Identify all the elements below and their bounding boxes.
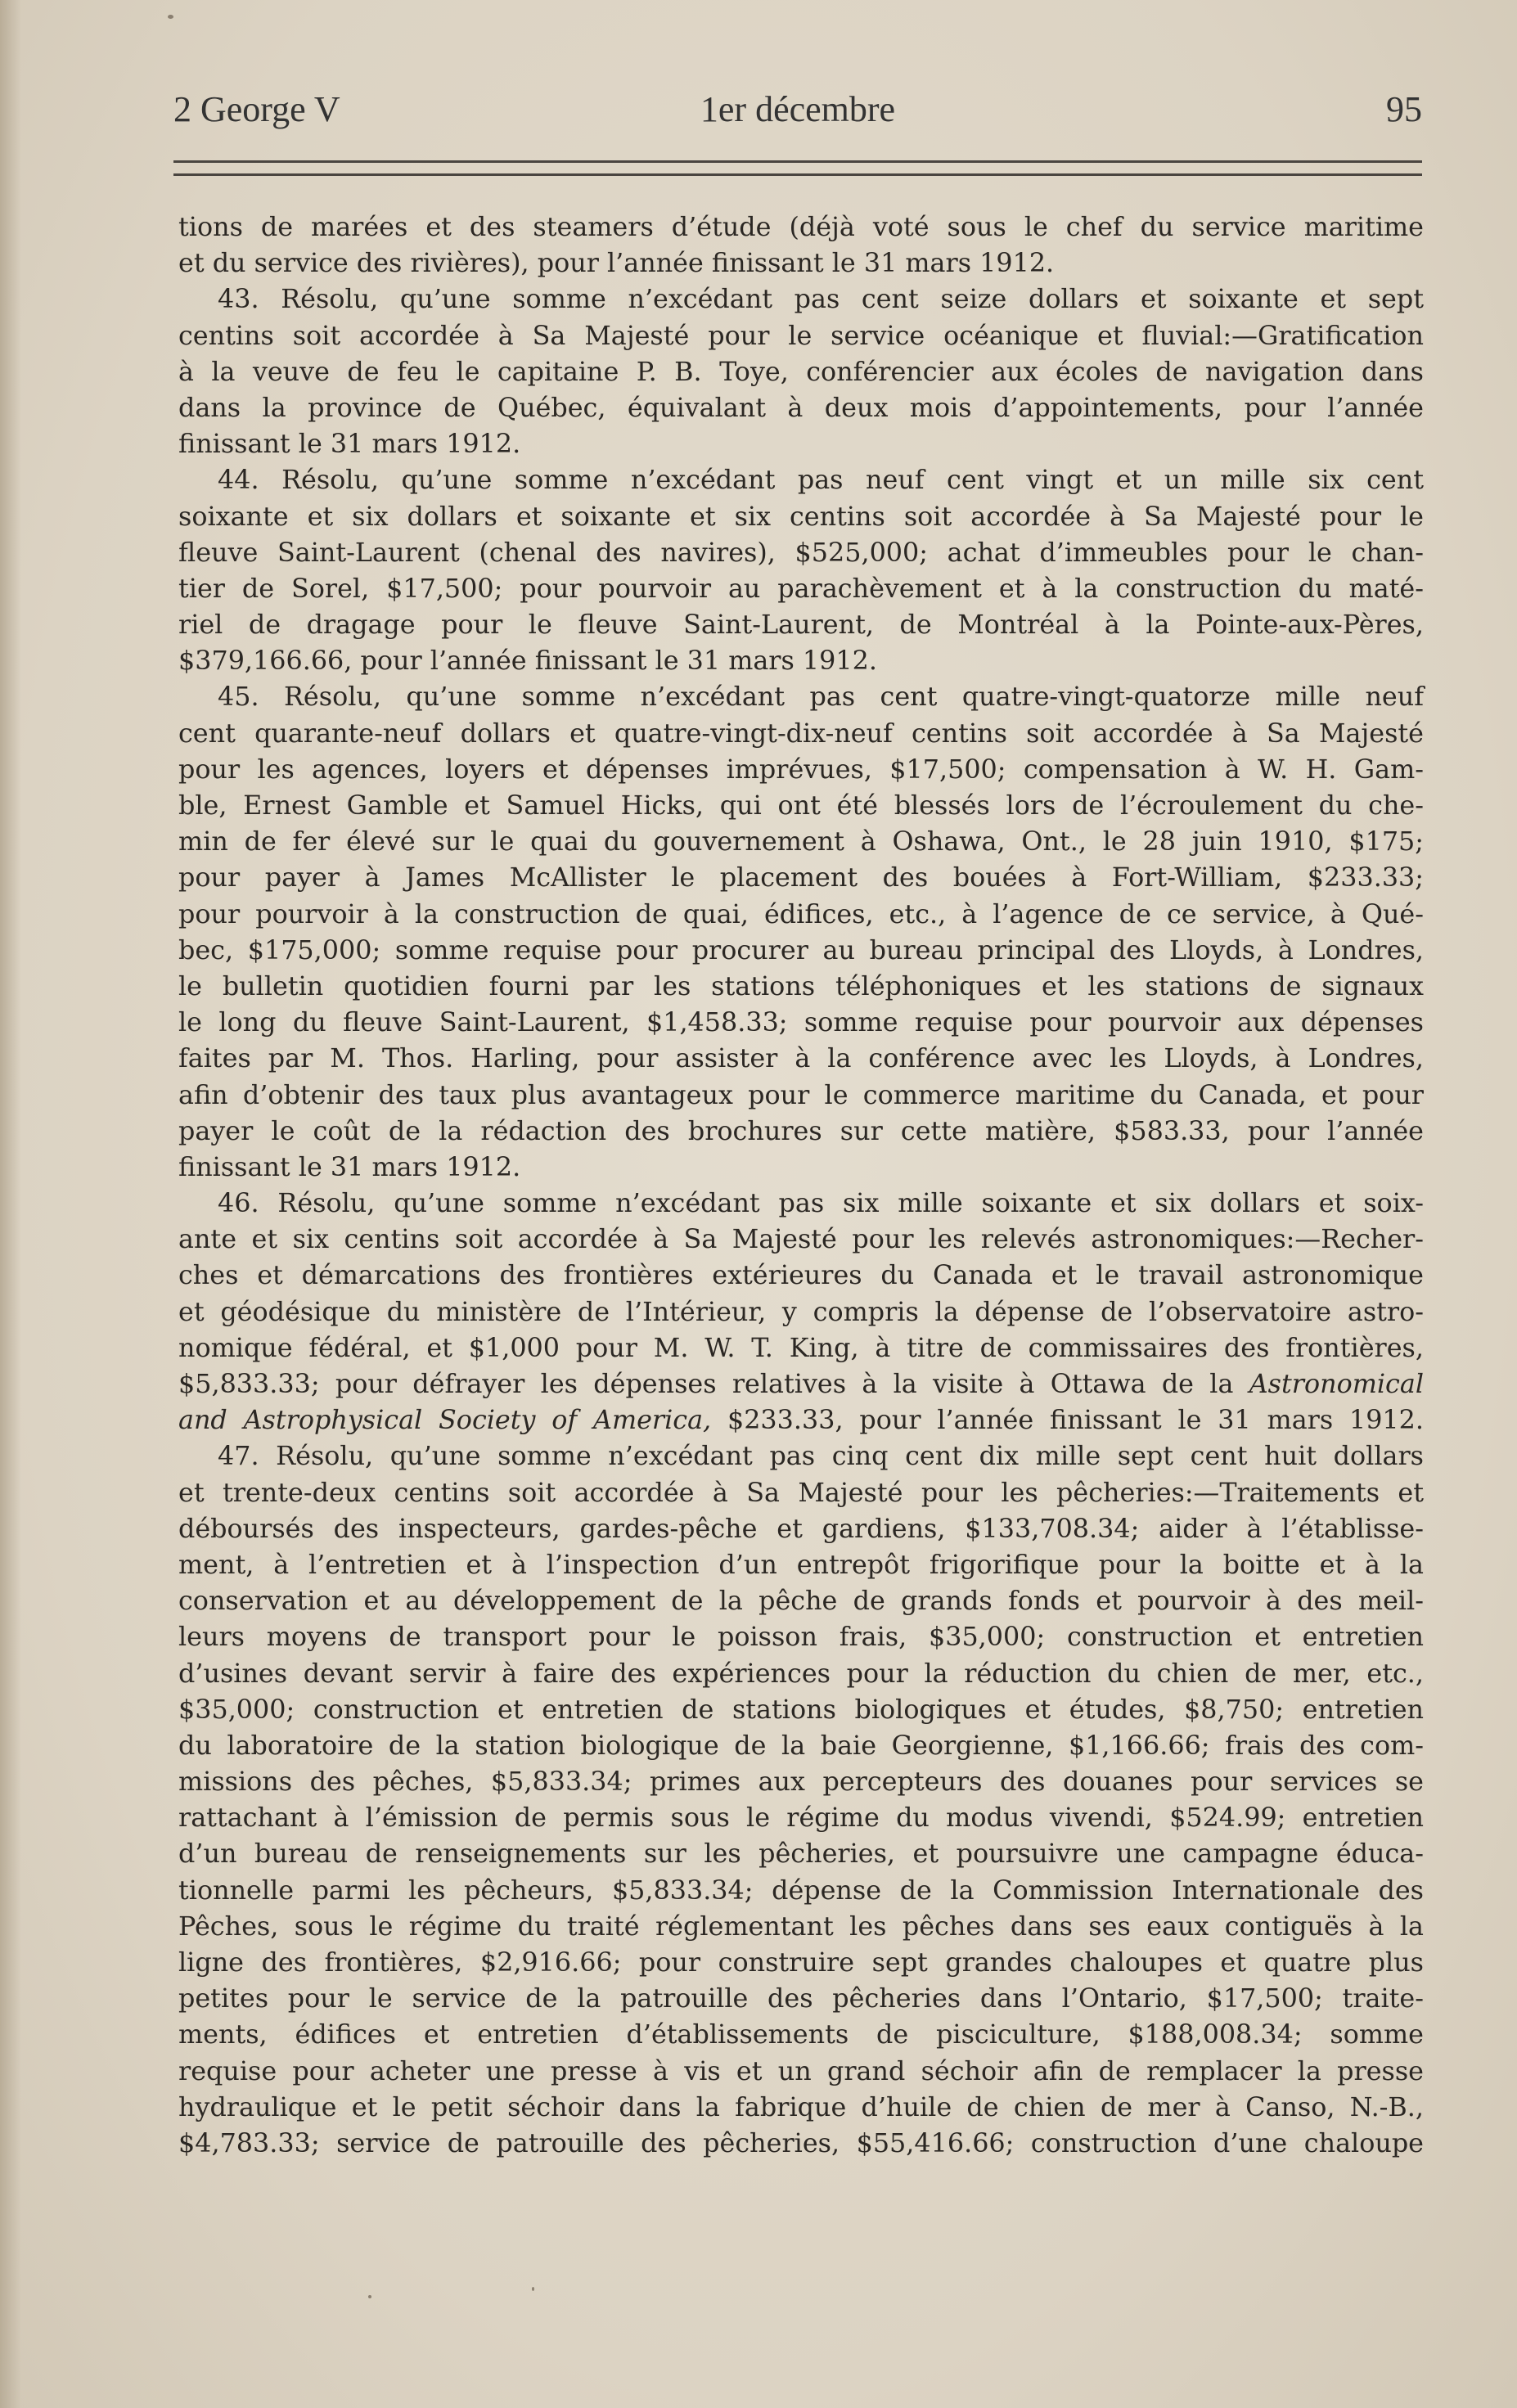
text-line (178, 1583, 1424, 1619)
text-line (178, 1330, 1424, 1366)
text-line (178, 1114, 1424, 1150)
text-run: min de fer élevé sur le quai du gouvernement à Oshawa, Ont., le 28 juin 1910, $175; (178, 826, 1424, 857)
text-line (178, 1150, 1424, 1186)
text-run: petites pour le service de la patrouille des pêcheries dans l’Ontario, $17,500; traite- (178, 1983, 1424, 2014)
text-run: 45. Résolu, qu’une somme n’excédant pas cent quatre-vingt-quatorze mille neuf (218, 682, 1424, 713)
text-line (178, 318, 1424, 354)
text-line (178, 1800, 1424, 1836)
text-run: pour pourvoir à la construction de quai, édifices, etc., à l’agence de ce service, à Qué- (178, 898, 1424, 929)
text-line (178, 643, 1424, 679)
text-line (178, 1366, 1424, 1402)
text-line (178, 1041, 1424, 1077)
text-run: et géodésique du ministère de l’Intérieur, y compris la dépense de l’observatoire astro- (178, 1296, 1424, 1327)
text-line (178, 1005, 1424, 1041)
text-run: ments, édifices et entretien d’établissements de pisciculture, $188,008.34; somme (178, 2019, 1424, 2050)
text-run: $5,833.33; pour défrayer les dépenses relatives à la visite à Ottawa de la (178, 1369, 1249, 1399)
text-line (178, 1692, 1424, 1728)
italic-title: and Astrophysical Society of America, (178, 1405, 712, 1436)
paper-speck (368, 2295, 371, 2298)
text-line (178, 1186, 1424, 1222)
text-line (178, 860, 1424, 896)
text-line (178, 1078, 1424, 1114)
body-text (178, 209, 1424, 2162)
italic-title: Astronomical (1249, 1369, 1424, 1399)
text-run: tions de marées et des steamers d’étude (déjà voté sous le chef du service maritime (178, 212, 1424, 242)
text-run: le long du fleuve Saint-Laurent, $1,458.33; somme requise pour pourvoir aux dépenses (178, 1007, 1424, 1038)
text-line (178, 2090, 1424, 2126)
text-run: centins soit accordée à Sa Majesté pour le service océanique et fluvial:—Gratification (178, 320, 1424, 351)
text-run: ble, Ernest Gamble et Samuel Hicks, qui ont été blessés lors de l’écroulement du che- (178, 790, 1424, 821)
text-run: pour payer à James McAllister le placement des bouées à Fort-William, $233.33; (178, 862, 1424, 893)
text-run: tier de Sorel, $17,500; pour pourvoir au parachèvement et à la construction du maté- (178, 573, 1424, 604)
text-line (178, 1619, 1424, 1655)
text-line (178, 354, 1424, 390)
text-run: 47. Résolu, qu’une somme n’excédant pas cinq cent dix mille sept cent huit dollars (218, 1441, 1424, 1472)
text-run: hydraulique et le petit séchoir dans la fabrique d’huile de chien de mer à Canso, N.-B., (178, 2091, 1424, 2122)
text-line (178, 1547, 1424, 1583)
text-run: ches et démarcations des frontières extérieures du Canada et le travail astronomique (178, 1260, 1424, 1291)
text-line (178, 209, 1424, 245)
text-line (178, 535, 1424, 571)
text-run: soixante et six dollars et soixante et six centins soit accordée à Sa Majesté pour le (178, 501, 1424, 532)
text-line (178, 969, 1424, 1005)
text-line (178, 752, 1424, 788)
text-run: 46. Résolu, qu’une somme n’excédant pas six mille soixante et six dollars et soix- (218, 1188, 1424, 1219)
text-run: cent quarante-neuf dollars et quatre-vingt-dix-neuf centins soit accordée à Sa Majesté (178, 718, 1424, 749)
text-line (178, 1438, 1424, 1474)
text-line (178, 426, 1424, 462)
text-run: ligne des frontières, $2,916.66; pour construire sept grandes chaloupes et quatre plus (178, 1947, 1424, 1978)
text-run: fleuve Saint-Laurent (chenal des navires), $525,000; achat d’immeubles pour le chan- (178, 537, 1424, 568)
text-run: $233.33, pour l’année finissant le 31 mars 1912. (711, 1405, 1424, 1436)
text-line (178, 281, 1424, 317)
text-run: requise pour acheter une presse à vis et un grand séchoir afin de remplacer la presse (178, 2055, 1424, 2086)
running-header (173, 88, 1422, 137)
text-line (178, 1475, 1424, 1511)
text-run: riel de dragage pour le fleuve Saint-Laurent, de Montréal à la Pointe-aux-Pères, (178, 610, 1424, 641)
text-line (178, 1836, 1424, 1872)
text-line (178, 1511, 1424, 1547)
text-line (178, 462, 1424, 498)
text-run: déboursés des inspecteurs, gardes-pêche et gardiens, $133,708.34; aider à l’établisse- (178, 1513, 1424, 1544)
text-line (178, 788, 1424, 824)
text-run: leurs moyens de transport pour le poisson frais, $35,000; construction et entretien (178, 1622, 1424, 1653)
text-line (178, 716, 1424, 752)
text-run: à la veuve de feu le capitaine P. B. Toye, conférencier aux écoles de navigation dans (178, 356, 1424, 387)
text-line (178, 1764, 1424, 1800)
text-run: et trente-deux centins soit accordée à Sa Majesté pour les pêcheries:—Traitements et (178, 1477, 1424, 1508)
text-line (178, 1222, 1424, 1258)
text-line (178, 1294, 1424, 1330)
text-run: d’un bureau de renseignements sur les pêcheries, et poursuivre une campagne éduca- (178, 1839, 1424, 1870)
text-run: $35,000; construction et entretien de stations biologiques et études, $8,750; entretien (178, 1694, 1424, 1725)
text-line (178, 1258, 1424, 1294)
text-run: conservation et au développement de la pêche de grands fonds et pourvoir à des meil- (178, 1586, 1424, 1617)
text-run: pour les agences, loyers et dépenses imprévues, $17,500; compensation à W. H. Gam- (178, 754, 1424, 785)
page-edge-shadow (0, 0, 21, 2408)
text-line (178, 1981, 1424, 2017)
text-line (178, 245, 1424, 281)
text-run: 44. Résolu, qu’une somme n’excédant pas neuf cent vingt et un mille six cent (218, 465, 1424, 496)
text-run: et du service des rivières), pour l’année finissant le 31 mars 1912. (178, 248, 1055, 279)
text-line (178, 679, 1424, 715)
text-line (178, 897, 1424, 933)
text-run: 43. Résolu, qu’une somme n’excédant pas cent seize dollars et soixante et sept (218, 284, 1424, 315)
text-line (178, 607, 1424, 643)
header-rule-top (173, 160, 1422, 163)
text-run: bec, $175,000; somme requise pour procurer au bureau principal des Lloyds, à Londres, (178, 934, 1424, 965)
header-rule-bottom (173, 173, 1422, 176)
text-line (178, 2017, 1424, 2053)
text-line (178, 1873, 1424, 1909)
text-run: tionnelle parmi les pêcheurs, $5,833.34; dépense de la Commission Internationale des (178, 1875, 1424, 1906)
text-run: du laboratoire de la station biologique de la baie Georgienne, $1,166.66; frais des com- (178, 1730, 1424, 1761)
text-line (178, 933, 1424, 969)
text-run: afin d’obtenir des taux plus avantageux pour le commerce maritime du Canada, et pour (178, 1079, 1424, 1110)
text-run: d’usines devant servir à faire des expériences pour la réduction du chien de mer, etc., (178, 1658, 1424, 1689)
header-date: 1er décembre (700, 89, 896, 129)
text-run: rattachant à l’émission de permis sous le régime du modus vivendi, $524.99; entretien (178, 1803, 1424, 1834)
text-run: ante et six centins soit accordée à Sa Majesté pour les relevés astronomiques:—Recher- (178, 1224, 1424, 1255)
text-run: le bulletin quotidien fourni par les stations téléphoniques et les stations de signaux (178, 970, 1424, 1001)
text-line (178, 499, 1424, 535)
text-line (178, 1656, 1424, 1692)
text-run: $4,783.33; service de patrouille des pêcheries, $55,416.66; construction d’une chaloupe (178, 2127, 1424, 2158)
text-line (178, 824, 1424, 860)
paper-speck (532, 2287, 534, 2291)
text-run: missions des pêches, $5,833.34; primes aux percepteurs des douanes pour services se (178, 1767, 1424, 1798)
header-regnal-year: 2 George V (173, 89, 340, 129)
text-run: ment, à l’entretien et à l’inspection d’un entrepôt frigorifique pour la boitte et à la (178, 1549, 1424, 1580)
text-run: $379,166.66, pour l’année finissant le 31 mars 1912. (178, 646, 877, 677)
text-line (178, 1945, 1424, 1981)
text-line (178, 1728, 1424, 1764)
text-run: payer le coût de la rédaction des brochures sur cette matière, $583.33, pour l’année (178, 1115, 1424, 1146)
text-run: dans la province de Québec, équivalant à deux mois d’appointements, pour l’année (178, 392, 1424, 423)
text-line (178, 390, 1424, 426)
text-line (178, 1909, 1424, 1945)
page-number: 95 (1386, 89, 1422, 129)
text-run: nomique fédéral, et $1,000 pour M. W. T. King, à titre de commissaires des frontières, (178, 1332, 1424, 1363)
text-line (178, 2054, 1424, 2090)
text-line (178, 1402, 1424, 1438)
text-run: finissant le 31 mars 1912. (178, 429, 521, 460)
text-line (178, 571, 1424, 607)
text-run: faites par M. Thos. Harling, pour assister à la conférence avec les Lloyds, à Londres, (178, 1043, 1424, 1074)
text-line (178, 2126, 1424, 2162)
text-run: Pêches, sous le régime du traité réglementant les pêches dans ses eaux contiguës à la (178, 1911, 1424, 1942)
text-run: finissant le 31 mars 1912. (178, 1151, 521, 1182)
paper-speck (168, 15, 173, 19)
